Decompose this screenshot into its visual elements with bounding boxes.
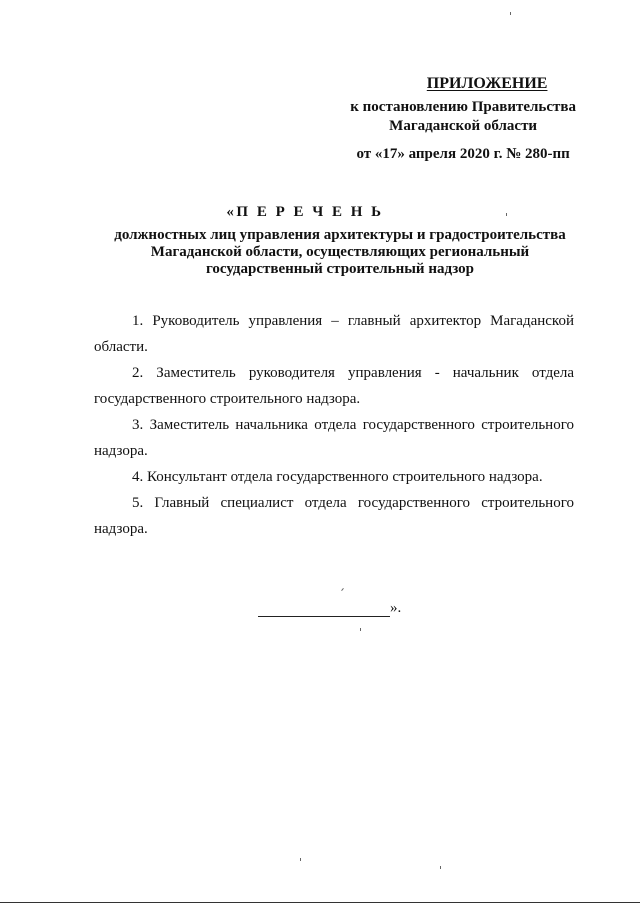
scan-speck <box>510 12 511 15</box>
list-heading-title: «П Е Р Е Ч Е Н Ь <box>226 204 384 220</box>
list-item: 2. Заместитель руководителя управления - начальник отдела государственного строительного надзора. <box>94 365 574 407</box>
scan-speck <box>506 213 507 216</box>
position-list <box>94 308 574 542</box>
list-heading-line: должностных лиц управления архитектуры и градостроительства <box>114 227 566 243</box>
list-item: 1. Руководитель управления – главный архитектор Магаданской области. <box>94 313 574 355</box>
list-item: 4. Консультант отдела государственного строительного надзора. <box>132 469 543 485</box>
list-item: 5. Главный специалист отдела государственного строительного надзора. <box>94 495 574 537</box>
scan-speck <box>360 628 361 631</box>
list-heading-subtitle <box>0 227 640 278</box>
appendix-resolution-line: к постановлению Правительства <box>350 99 576 115</box>
appendix-header <box>350 74 576 164</box>
appendix-date-number-line: от «17» апреля 2020 г. № 280-пп <box>356 146 570 162</box>
scan-speck <box>440 866 441 869</box>
list-heading-line: Магаданской области, осуществляющих региональный <box>150 244 530 260</box>
appendix-region-line: Магаданской области <box>389 118 538 134</box>
list-item: 3. Заместитель начальника отдела государственного строительного надзора. <box>94 417 574 459</box>
list-heading-line: государственный строительный надзор <box>205 261 475 277</box>
appendix-title: ПРИЛОЖЕНИЕ <box>426 75 548 92</box>
list-heading <box>0 204 640 278</box>
scan-speck <box>300 858 301 861</box>
closing-underline <box>258 602 390 617</box>
closing-quote-mark: ». <box>390 600 402 616</box>
scan-speck <box>341 588 344 591</box>
scan-bottom-edge <box>0 902 640 903</box>
closing-line <box>258 600 401 617</box>
